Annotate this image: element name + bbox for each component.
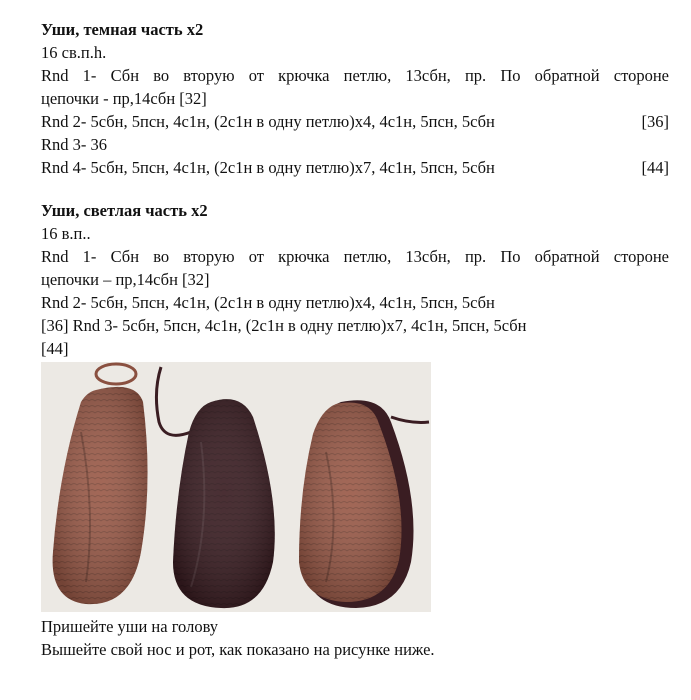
rnd1-dark-line1: Rnd 1- Сбн во вторую от крючка петлю, 13сбн, пр. По обратной стороне — [41, 66, 669, 85]
ear-light-left — [53, 364, 148, 604]
section-gap — [41, 179, 669, 199]
rnd4-dark-count: [44] — [641, 158, 669, 177]
ear-dark-middle — [173, 399, 275, 608]
footer-line1: Пришейте уши на голову — [41, 617, 219, 636]
rnd1-light-line2: цепочки – пр,14сбн [32] — [41, 270, 210, 289]
cast-on-dark: 16 св.п.h. — [41, 43, 107, 62]
rnd2-light: Rnd 2- 5сбн, 5псн, 4с1н, (2с1н в одну петлю)х4, 4с1н, 5псн, 5сбн — [41, 293, 495, 312]
section-title-dark-ears: Уши, темная часть х2 — [41, 20, 204, 39]
rnd1-light-line1: Rnd 1- Сбн во вторую от крючка петлю, 13сбн, пр. По обратной стороне — [41, 247, 669, 266]
rnd3-dark: Rnd 3- 36 — [41, 135, 107, 154]
rnd3-light: [36] Rnd 3- 5сбн, 5псн, 4с1н, (2с1н в одну петлю)х7, 4с1н, 5псн, 5сбн — [41, 316, 527, 335]
rnd4-dark-text: Rnd 4- 5сбн, 5псн, 4с1н, (2с1н в одну петлю)х7, 4с1н, 5псн, 5сбн — [41, 158, 495, 177]
ear-light-right — [299, 400, 429, 608]
rnd4-dark — [41, 156, 669, 179]
rnd3-light-count: [44] — [41, 339, 69, 358]
cast-on-light: 16 в.п.. — [41, 224, 91, 243]
pattern-document — [41, 18, 669, 661]
rnd2-dark-count: [36] — [641, 112, 669, 131]
crochet-ears-photo — [41, 362, 431, 612]
section-title-light-ears: Уши, светлая часть х2 — [41, 201, 208, 220]
crochet-ears-illustration — [41, 362, 431, 612]
footer-line2: Вышейте свой нос и рот, как показано на рисунке ниже. — [41, 640, 435, 659]
rnd2-dark-text: Rnd 2- 5сбн, 5псн, 4с1н, (2с1н в одну петлю)х4, 4с1н, 5псн, 5сбн — [41, 112, 495, 131]
yarn-tail-dark — [156, 367, 191, 435]
rnd1-dark-line2: цепочки - пр,14сбн [32] — [41, 89, 207, 108]
rnd2-dark — [41, 110, 669, 133]
